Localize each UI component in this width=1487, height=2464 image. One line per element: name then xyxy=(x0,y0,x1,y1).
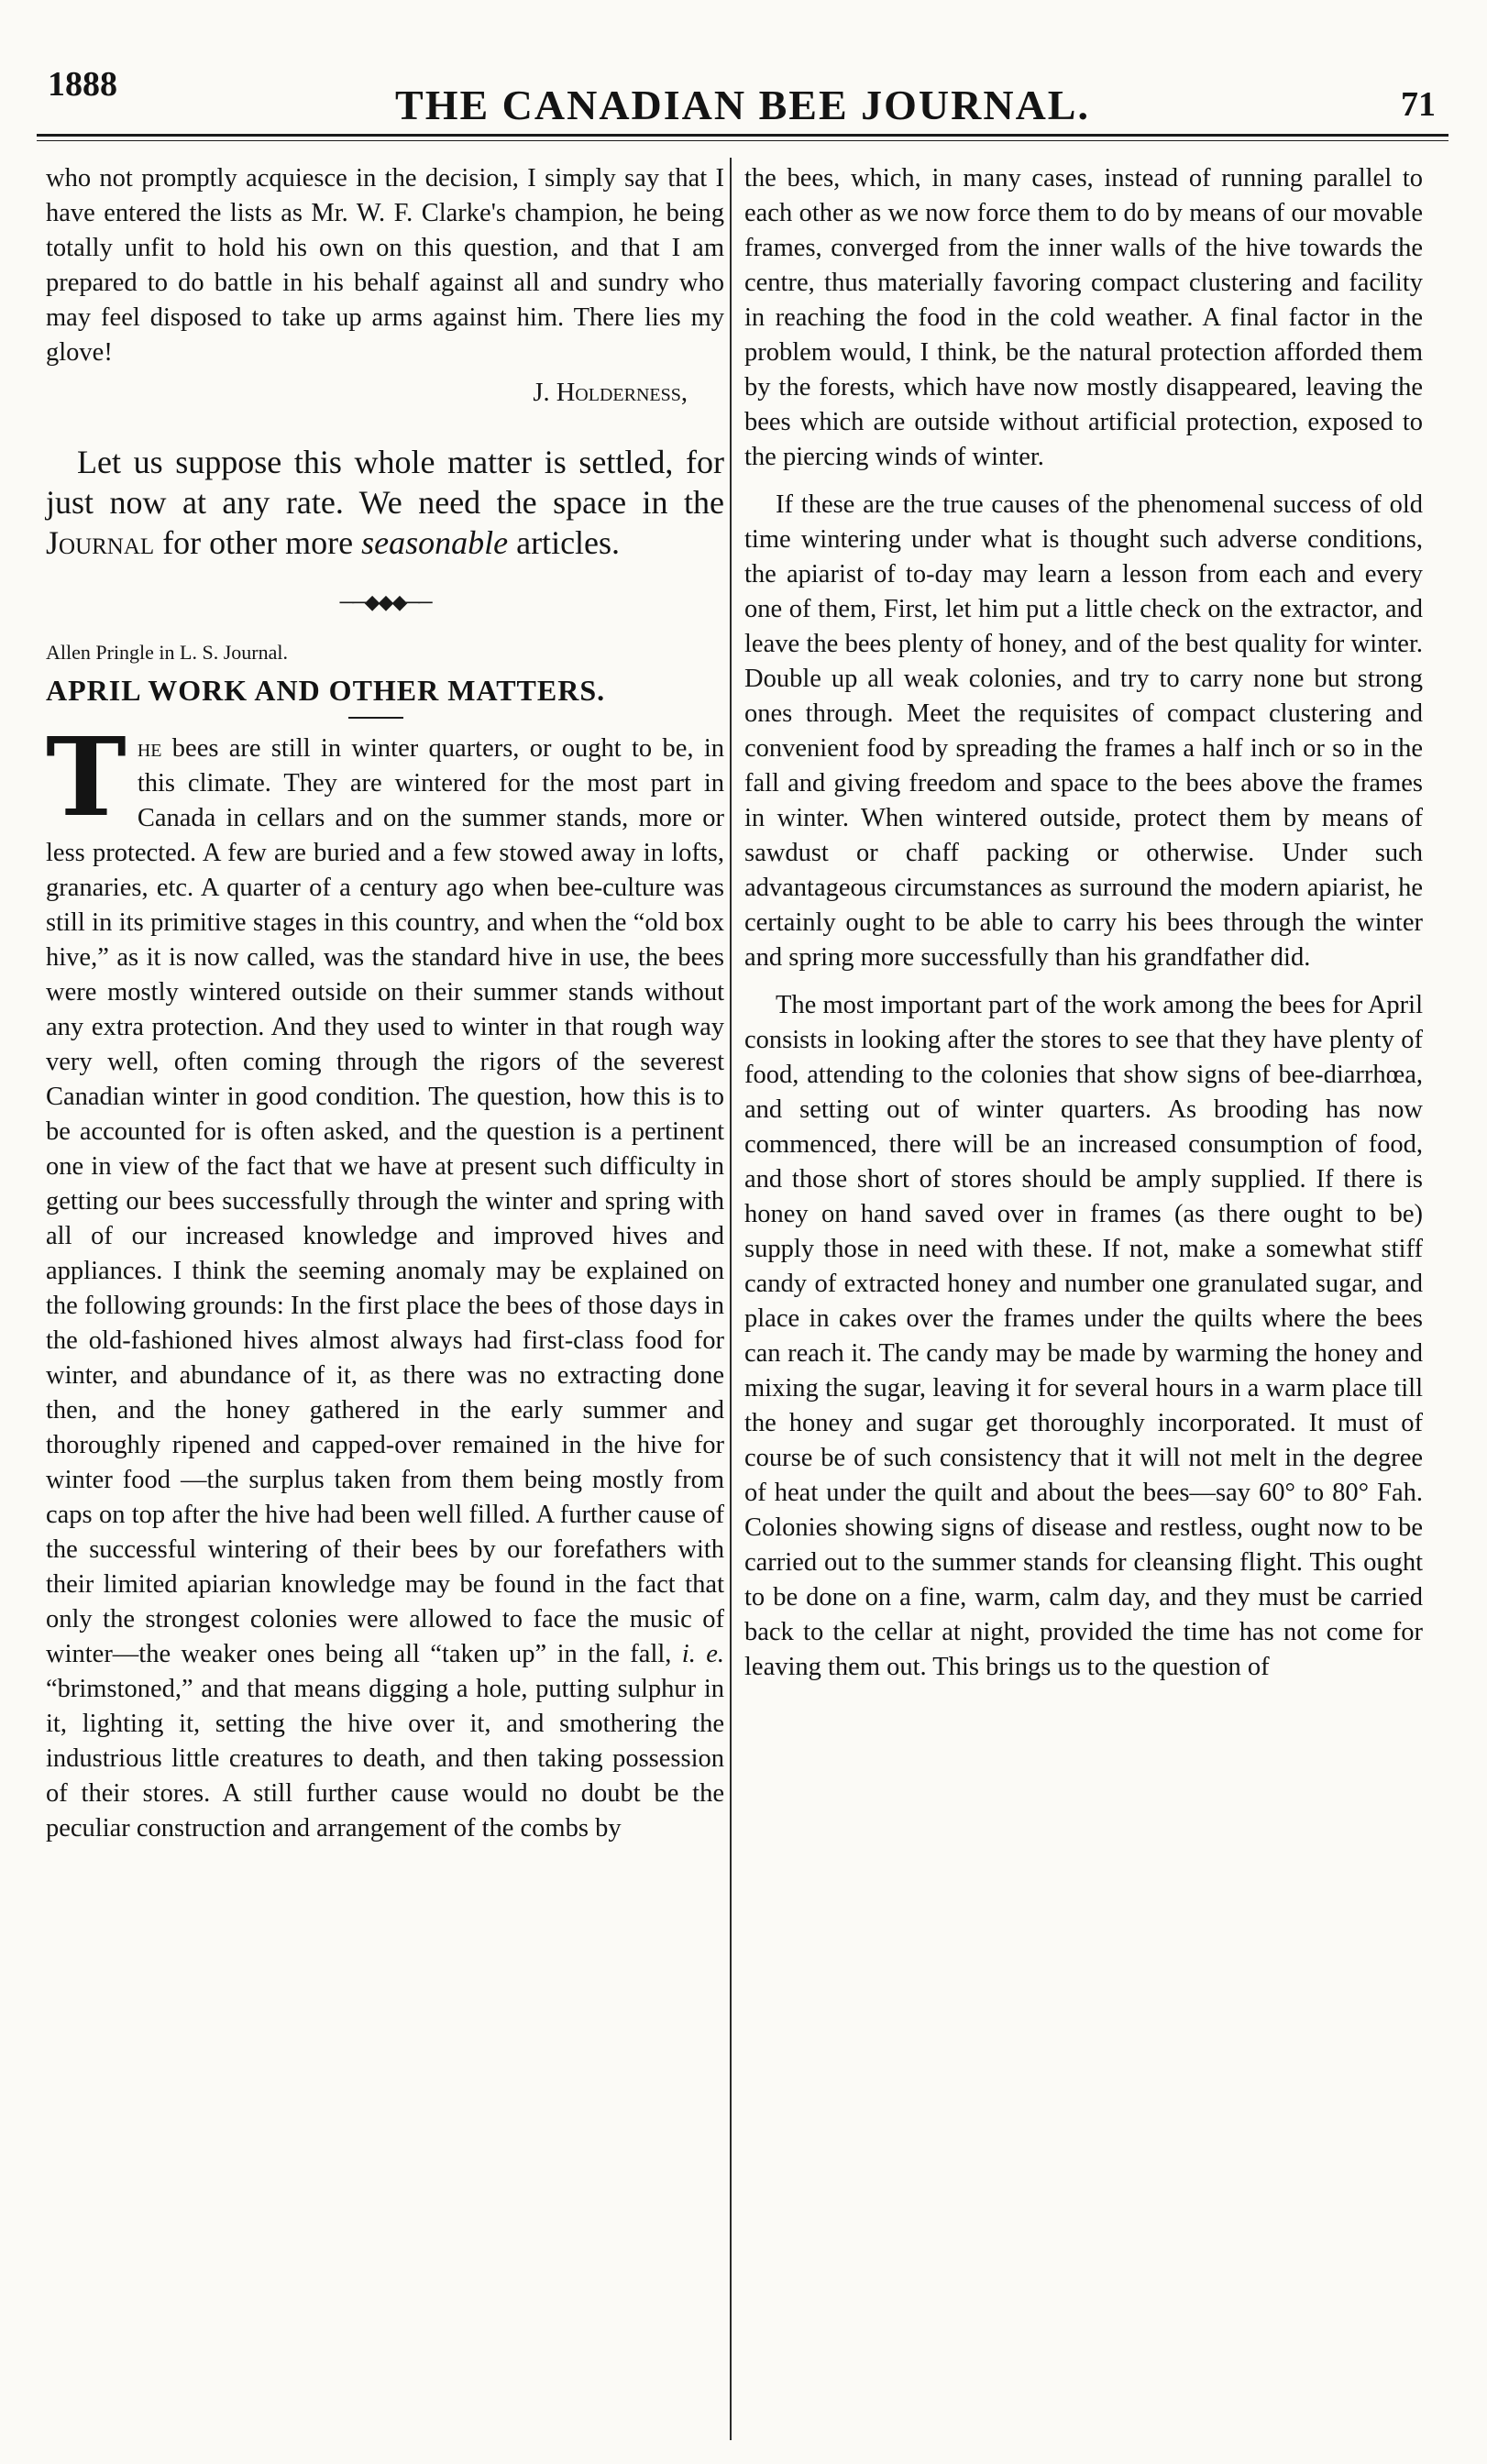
column-divider xyxy=(730,158,732,2440)
header-rule-thin xyxy=(37,140,1448,141)
right-paragraph-3: The most important part of the work among the bees for April consists in looking after the stores to see that they have plenty of food, attending to the colonies that show signs of bee-diarrhœa, and setting out of winter quarters. As brooding has now commenced, there will be an increased consumption of food, and those short of stores should be amply supplied. If there is honey on hand saved over in frames (as there ought to be) supply those in need with these. If not, make a somewhat stiff candy of extracted honey and number one granulated sugar, and place in cakes over the frames under the quilts where the bees can reach it. The candy may be made by warming the honey and mixing the sugar, leaving it for several hours in a warm place till the honey and sugar get thoroughly incorporated. It must of course be of such consistency that it will not melt in the degree of heat under the quilt and about the bees—say 60° to 80° Fah. Colonies showing signs of disease and restless, ought now to be carried out to the summer stands for cleansing flight. This ought to be done on a fine, warm, calm day, and they must be carried back to the cellar at night, provided the time has not come for leaving them out. This brings us to the question of xyxy=(744,991,1423,1681)
left-column xyxy=(46,161,724,1846)
right-paragraph-2: If these are the true causes of the phenomenal success of old time wintering under what is thought such adverse conditions, the apiarist of to-day may learn a lesson from each and every one of them, First, let him put a little check on the extractor, and leave the bees plenty of honey, and of the best quality for winter. Double up all weak colonies, and try to carry none but strong ones through. Meet the requisites of compact clustering and convenient food by spreading the frames a half inch or so in the fall and giving freedom and space to the bees above the frames in winter. When wintered outside, protect them by means of sawdust or chaff packing or otherwise. Under such advantageous circumstances as surround the modern apiarist, he certainly ought to be able to carry his bees through the winter and spring more successfully than his grandfather did. xyxy=(744,490,1423,972)
seasonable-word: seasonable xyxy=(361,524,509,561)
continued-paragraph: who not promptly acquiesce in the decision, I simply say that I have entered the lists as Mr. W. F. Clarke's champion, he being totally unfit to hold his own on this question, and that I am prepared to do battle in his behalf against all and sundry who may feel disposed to take up arms against him. There lies my glove! xyxy=(46,164,724,367)
signature: J. Holderness, xyxy=(533,379,688,407)
header-year: 1888 xyxy=(48,65,117,104)
article-source: Allen Pringle in L. S. Journal. xyxy=(46,641,288,664)
journal-word: Journal xyxy=(46,524,155,561)
page-number: 71 xyxy=(1401,85,1436,124)
journal-title: THE CANADIAN BEE JOURNAL. xyxy=(395,82,1090,128)
article-title: APRIL WORK AND OTHER MATTERS. xyxy=(46,674,606,707)
right-column xyxy=(744,161,1423,1685)
drop-cap: T xyxy=(46,713,127,841)
lead-word: he xyxy=(137,734,162,763)
article-paragraph-1: The bees are still in winter quarters, or ought to be, in this climate. They are wintered for the most part in Canada in cellars and on the summer stands, more or less protected. A few are buried and a few stowed away in lofts, granaries, etc. A quarter of a century ago when bee-culture was still in its primitive stages in this country, and when the “old box hive,” as it is now called, was the standard hive in use, the bees were mostly wintered outside on their summer stands without any extra protection. And they used to winter in that rough way very well, often coming through the rigors of the severest Canadian winter in good condition. The question, how this is to be accounted for is often asked, and the question is a pertinent one in view of the fact that we have at present such difficulty in getting our bees successfully through the winter and spring with all of our increased knowledge and improved hives and appliances. I think the seeming anomaly may be explained on the following grounds: In the first place the bees of those days in the old-fashioned hives almost always had first-class food for winter, and abundance of it, as there was no extracting done then, and the honey gathered in the early summer and thoroughly ripened and capped-over remained in the hive for winter food —the surplus taken from them being mostly from caps on top after the hive had been well filled. A further cause of the successful wintering of their bees by our forefathers with their limited apiarian knowledge may be found in the fact that only the strongest colonies were allowed to face the music of winter—the weaker ones being all “taken up” in the fall, i. e. “brimstoned,” and that means digging a hole, putting sulphur in it, lighting it, setting the hive over it, and smothering the industrious little creatures to death, and then taking possession of their stores. A still further cause would no doubt be the peculiar construction and arrangement of the combs by xyxy=(46,713,724,1842)
ie-abbrev: i. e. xyxy=(681,1640,724,1668)
page-header xyxy=(37,64,1448,138)
title-rule xyxy=(348,717,403,719)
right-continued-paragraph: the bees, which, in many cases, instead of running parallel to each other as we now force them to do by means of our movable frames, converged from the inner walls of the hive towards the centre, thus materially favoring compact clustering and facility in reaching the food in the cold weather. A final factor in the problem would, I think, be the natural protection afforded them by the forests, which have now mostly disappeared, leaving the bees which are outside without artificial protection, exposed to the piercing winds of winter. xyxy=(744,164,1423,471)
ornament-divider: ──◆◆◆── xyxy=(339,590,431,613)
editorial-note: Let us suppose this whole matter is settled, for just now at any rate. We need the space in the Journal for other more seasonable articles. xyxy=(46,444,724,561)
header-rule xyxy=(37,134,1448,137)
